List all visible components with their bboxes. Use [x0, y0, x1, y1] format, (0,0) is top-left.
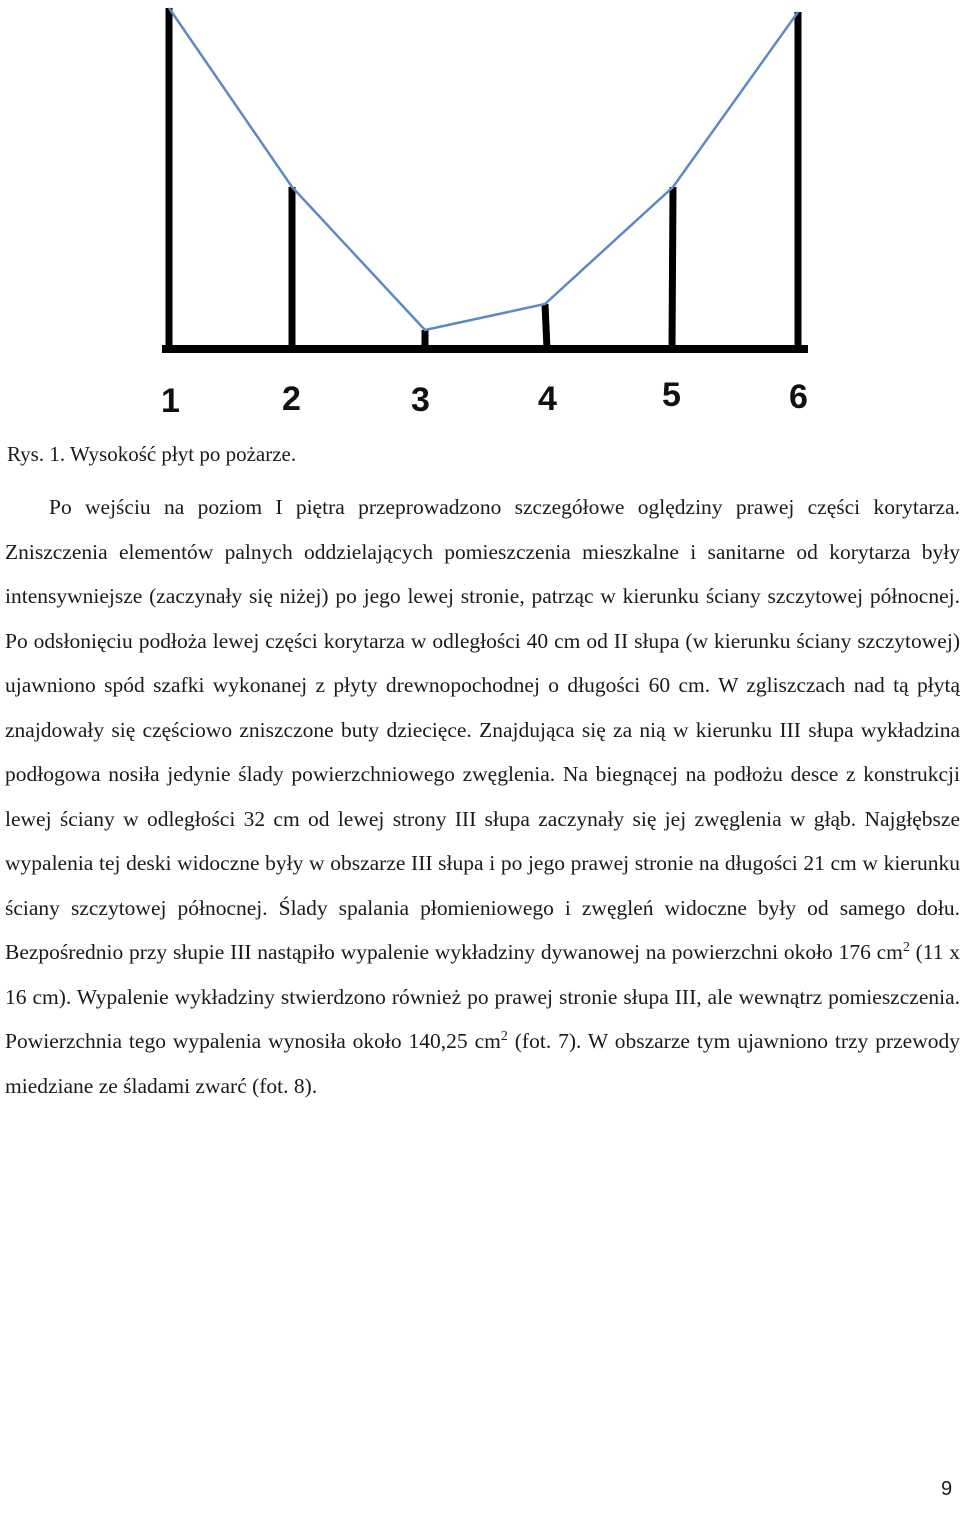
pillar-label-2: 2 [282, 380, 301, 418]
pillar-label-3: 3 [411, 381, 430, 419]
pillar-label-4: 4 [538, 380, 557, 418]
paragraph-part-1: Po wejściu na poziom I piętra przeprowadzono szczegółowe oględziny prawej części korytarza. Zniszczenia elementów palnych oddzielających pomieszczenia mieszkalne i sanitarne od korytarza były intensywniejsze (zaczynały się niżej) po jego lewej stronie, patrząc w kierunku ściany szczytowej północnej. Po odsłonięciu podłoża lewej części korytarza w odległości 40 cm od II słupa (w kierunku ściany szczytowej) ujawniono spód szafki wykonanej z płyty drewnopochodnej o długości 60 cm. W zgliszczach nad tą płytą znajdowały się częściowo zniszczone buty dziecięce. Znajdująca się za nią w kierunku III słupa wykładzina podłogowa nosiła jedynie ślady powierzchniowego zwęglenia. Na biegnącej na podłożu desce z konstrukcji lewej ściany w odległości 32 cm od lewej strony III słupa zaczynały się jej zwęglenia w głąb. Najgłębsze wypalenia tej deski widoczne były w obszarze III słupa i po jego prawej stronie na długości 21 cm w kierunku ściany szczytowej północnej. Ślady spalania płomieniowego i zwęgleń widoczne były od samego dołu. Bezpośrednio przy słupie III nastąpiło wypalenie wykładziny dywanowej na powierzchni około 176 cm [5, 495, 960, 964]
pillar-label-5: 5 [662, 376, 681, 414]
plate-height-profile-line [169, 8, 798, 330]
superscript-square-2: 2 [500, 1028, 508, 1044]
pillar-label-1: 1 [161, 382, 180, 420]
body-paragraph [5, 485, 960, 1108]
pillar-4 [545, 304, 547, 349]
superscript-square-1: 2 [902, 939, 910, 955]
pillar-label-6: 6 [789, 378, 808, 416]
figure-caption: Rys. 1. Wysokość płyt po pożarze. [7, 442, 297, 466]
paragraph-part-3: (fot. 7). W obszarze tym ujawniono trzy przewody miedziane ze śladami zwarć (fot. 8). [5, 1029, 960, 1098]
paragraph-part-2: (11 x 16 cm). Wypalenie wykładziny stwierdzono również po prawej stronie słupa III, ale wewnątrz pomieszczenia. Powierzchnia tego wypalenia wynosiła około 140,25 cm [5, 940, 960, 1053]
page-number: 9 [941, 1478, 953, 1500]
pillar-height-figure [0, 0, 960, 430]
pillar-5 [672, 187, 673, 349]
